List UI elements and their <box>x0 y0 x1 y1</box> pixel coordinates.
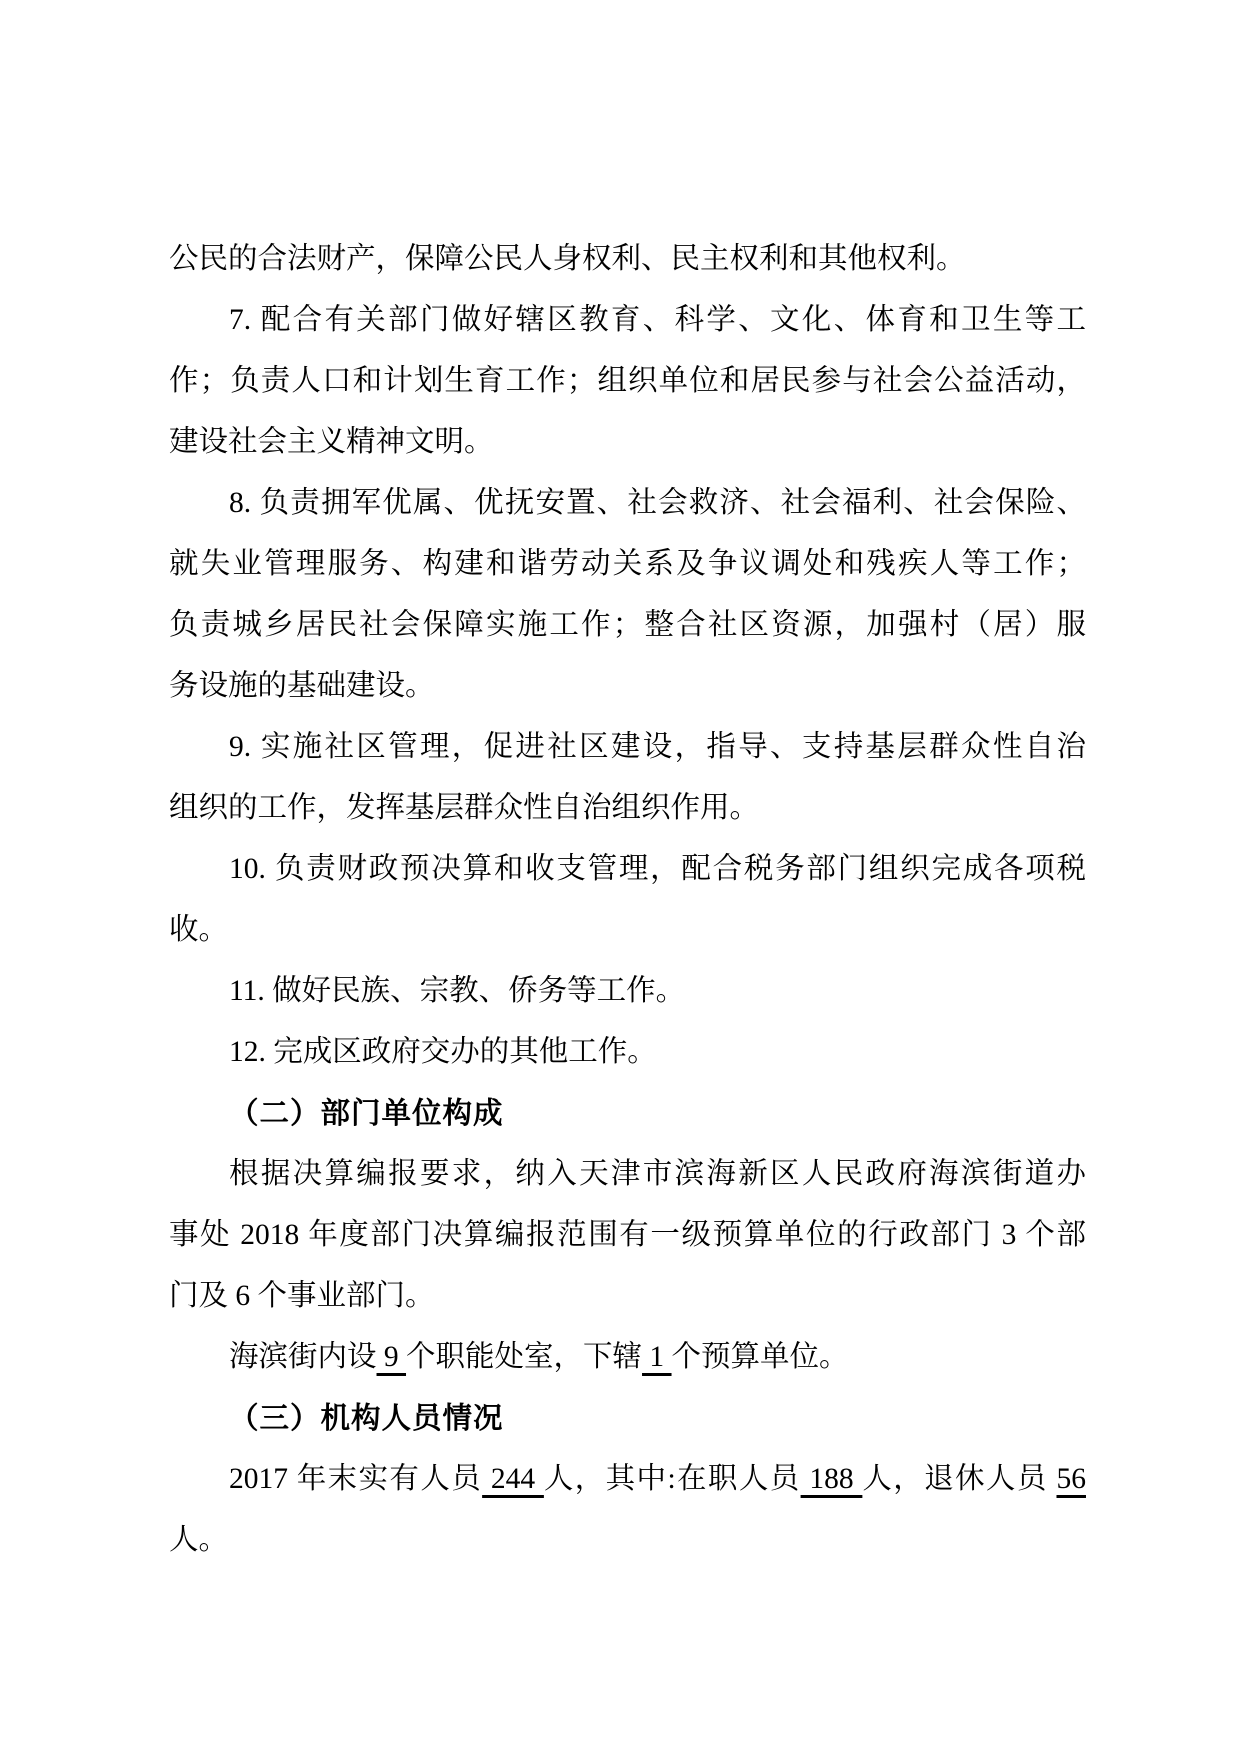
text-line <box>169 1510 1086 1571</box>
text-line <box>169 534 1086 595</box>
text-run: 负责城乡居民社会保障实施工作；整合社区资源，加强村（居）服 <box>169 609 1086 641</box>
text-run: 12. 完成区政府交办的其他工作。 <box>229 1036 657 1068</box>
text-line <box>169 1266 1086 1327</box>
text-line <box>169 900 1086 961</box>
text-run: 务设施的基础建设。 <box>169 670 435 702</box>
underlined-value: 56 <box>1056 1463 1086 1495</box>
underlined-value: 244 <box>482 1463 544 1495</box>
text-line <box>169 1022 1086 1083</box>
text-run: 组织的工作，发挥基层群众性自治组织作用。 <box>169 792 760 824</box>
text-run: 事处 2018 年度部门决算编报范围有一级预算单位的行政部门 3 个部 <box>169 1219 1086 1251</box>
text-run: 个预算单位。 <box>671 1341 849 1373</box>
text-line <box>169 1449 1086 1510</box>
text-line <box>169 229 1086 290</box>
text-run: 11. 做好民族、宗教、侨务等工作。 <box>229 975 686 1007</box>
document-body <box>169 229 1086 1571</box>
text-line <box>169 290 1086 351</box>
text-run: 根据决算编报要求，纳入天津市滨海新区人民政府海滨街道办 <box>229 1158 1086 1190</box>
text-run: 人，退休人员 <box>862 1463 1057 1495</box>
text-run: 就失业管理服务、构建和谐劳动关系及争议调处和残疾人等工作； <box>169 548 1086 580</box>
text-run: 收。 <box>169 914 229 946</box>
text-line <box>169 656 1086 717</box>
text-line <box>169 473 1086 534</box>
text-run: 7. 配合有关部门做好辖区教育、科学、文化、体育和卫生等工 <box>229 304 1086 336</box>
text-run: （三）机构人员情况 <box>229 1402 504 1435</box>
text-run: 2017 年末实有人员 <box>229 1463 483 1495</box>
text-run: 8. 负责拥军优属、优抚安置、社会救济、社会福利、社会保险、 <box>229 487 1086 519</box>
section-heading <box>169 1388 1086 1449</box>
text-run: 作；负责人口和计划生育工作；组织单位和居民参与社会公益活动， <box>169 365 1086 397</box>
text-line <box>169 1144 1086 1205</box>
text-run: 公民的合法财产，保障公民人身权利、民主权利和其他权利。 <box>169 243 966 275</box>
text-line <box>169 1205 1086 1266</box>
text-line <box>169 778 1086 839</box>
text-run: 10. 负责财政预决算和收支管理，配合税务部门组织完成各项税 <box>229 853 1086 885</box>
text-line <box>169 717 1086 778</box>
text-line <box>169 961 1086 1022</box>
underlined-value: 188 <box>800 1463 863 1495</box>
underlined-value: 1 <box>642 1341 672 1373</box>
text-line <box>169 351 1086 412</box>
text-run: 门及 6 个事业部门。 <box>169 1280 435 1312</box>
underlined-value: 9 <box>376 1341 407 1373</box>
text-line <box>169 595 1086 656</box>
text-run: 海滨街内设 <box>229 1341 377 1373</box>
text-line <box>169 1327 1086 1388</box>
text-run: 建设社会主义精神文明。 <box>169 426 494 458</box>
text-run: 人，其中:在职人员 <box>543 1463 801 1495</box>
section-heading <box>169 1083 1086 1144</box>
text-run: 9. 实施社区管理，促进社区建设，指导、支持基层群众性自治 <box>229 731 1086 763</box>
text-line <box>169 839 1086 900</box>
text-run: 个职能处室，下辖 <box>406 1341 643 1373</box>
text-run: （二）部门单位构成 <box>229 1097 504 1130</box>
text-run: 人。 <box>169 1524 229 1556</box>
text-line <box>169 412 1086 473</box>
